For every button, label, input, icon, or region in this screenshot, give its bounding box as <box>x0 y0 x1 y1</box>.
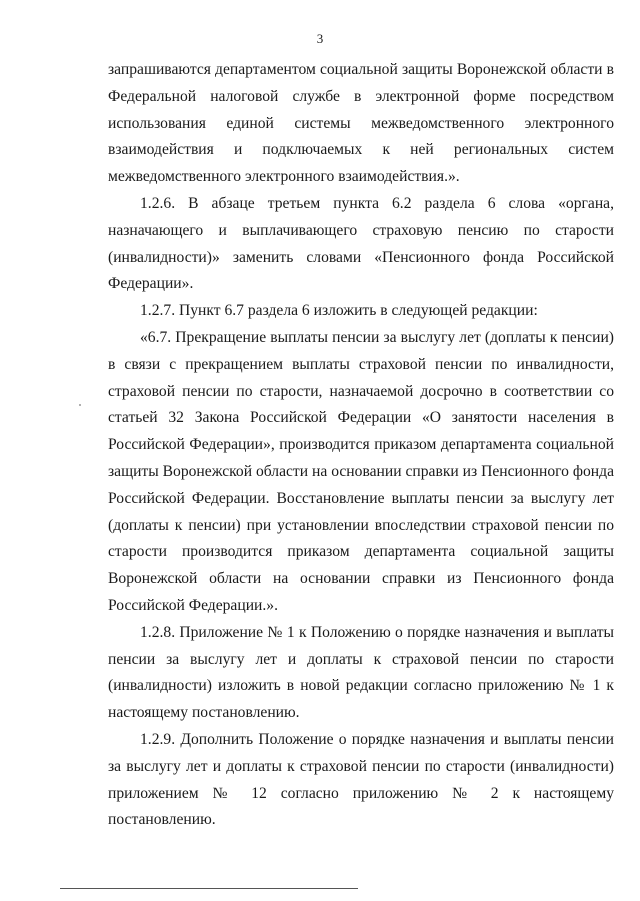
paragraph-1-2-7: 1.2.7. Пункт 6.7 раздела 6 изложить в следующей редакции: <box>140 302 538 320</box>
paragraph-continuation: запрашиваются департаментом социальной защиты Воронежской области в Федеральной налоговой службе в электронной форме посредством использования единой системы межведомственного электронного взаимодействия и подключаемых к ней региональных систем межведомственного электронного взаимодействия.». <box>108 61 614 186</box>
page-number: 3 <box>316 31 324 46</box>
paragraph-1-2-8: 1.2.8. Приложение № 1 к Положению о порядке назначения и выплаты пенсии за выслугу лет и доплаты к страховой пенсии по старости (инвалидности) изложить в новой редакции согласно приложению № 1 к настоящему постановлению. <box>108 623 614 722</box>
paragraph-6-7: «6.7. Прекращение выплаты пенсии за выслугу лет (доплаты к пенсии) в связи с прекращением выплаты страховой пенсии по инвалидности, страховой пенсии по старости, назначаемой досрочно в соответствии со статьей 32 Закона Российской Федерации «О занятости населения в Российской Федерации», производится приказом департамента социальной защиты Воронежской области на основании справки из Пенсионного фонда Российской Федерации. Восстановление выплаты пенсии за выслугу лет (доплаты к пенсии) при установлении впоследствии страховой пенсии по старости производится приказом департамента социальной защиты Воронежской области на основании справки из Пенсионного фонда Российской Федерации.». <box>108 328 614 614</box>
paragraph-1-2-6: 1.2.6. В абзаце третьем пункта 6.2 раздела 6 слова «органа, назначающего и выплачивающего страховую пенсию по старости (инвалидности)» заменить словами «Пенсионного фонда Российской Федерации». <box>108 194 614 293</box>
footer-rule <box>60 888 358 889</box>
scan-artifact-dot <box>79 404 81 406</box>
document-body <box>108 57 614 834</box>
paragraph-1-2-9: 1.2.9. Дополнить Положение о порядке назначения и выплаты пенсии за выслугу лет и доплаты к страховой пенсии по старости (инвалидности) приложением № 12 согласно приложению № 2 к настоящему постановлению. <box>108 730 614 829</box>
